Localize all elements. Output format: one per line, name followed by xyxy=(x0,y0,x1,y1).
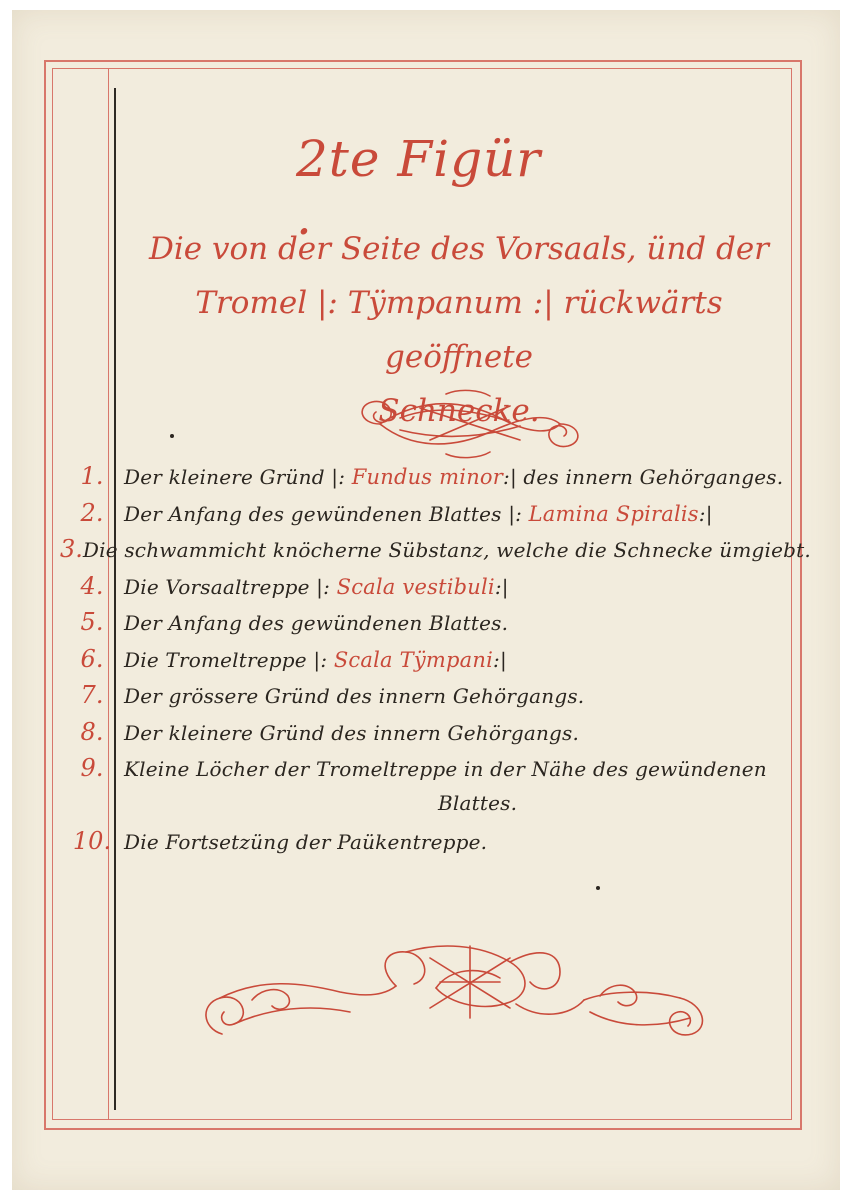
latin-term: Scala Tÿmpani xyxy=(333,647,494,672)
latin-term: Fundus minor xyxy=(351,465,503,489)
item-number: 4. xyxy=(80,571,104,600)
ink-dot xyxy=(170,434,174,438)
item-text: Die Tromeltreppe |: Scala Tÿmpani:| xyxy=(124,647,507,672)
figure-heading: 2te Figür . xyxy=(296,130,542,246)
item-number: 1. xyxy=(80,462,104,490)
item-number: 10. xyxy=(72,827,112,855)
ink-dot xyxy=(596,886,600,890)
item-text: Der kleinere Gründ des innern Gehörgangs. xyxy=(124,720,580,745)
item-text: Der Anfang des gewündenen Blattes. xyxy=(124,611,509,635)
title-line-3: Schnecke. xyxy=(378,393,540,429)
item-text: Die Vorsaaltreppe |: Scala vestibuli:| xyxy=(124,574,509,599)
upper-flourish xyxy=(350,388,590,460)
list-item xyxy=(60,608,800,645)
item-text: Der kleinere Gründ |: Fundus minor:| des innern Gehörganges. xyxy=(124,465,784,489)
item-number: 7. xyxy=(80,681,104,709)
list-item xyxy=(60,462,800,499)
item-text: Die schwammicht knöcherne Sübstanz, welche die Schnecke ümgiebt. xyxy=(82,538,811,562)
item-text: Blattes. xyxy=(438,790,518,815)
list-item xyxy=(60,499,800,536)
list-item xyxy=(60,645,800,682)
list-item xyxy=(60,754,800,791)
lower-flourish xyxy=(200,938,720,1050)
item-number: 5. xyxy=(80,608,104,636)
item-number: 9. xyxy=(80,754,104,782)
title-line-1: Die von der Seite des Vorsaals, ünd der xyxy=(149,231,769,267)
list-item xyxy=(60,535,811,572)
list-item xyxy=(60,681,800,718)
latin-term: Scala vestibuli xyxy=(336,574,495,599)
list-item xyxy=(60,827,800,864)
item-text: Die Fortsetzüng der Paükentreppe. xyxy=(124,830,488,854)
legend-list xyxy=(60,462,811,864)
list-item xyxy=(60,718,800,755)
item-text: Der grössere Gründ des innern Gehörgangs. xyxy=(124,684,585,708)
list-item-continuation xyxy=(60,791,800,828)
item-number: 8. xyxy=(80,717,104,746)
item-number: 2. xyxy=(80,498,104,527)
title-line-2: Tromel |: Tÿmpanum :| rückwärts geöffnete xyxy=(195,285,723,375)
latin-term: Lamina Spiralis xyxy=(528,501,699,526)
item-number: 6. xyxy=(80,644,104,673)
list-item xyxy=(60,572,800,609)
item-text: Kleine Löcher der Tromeltreppe in der Nähe des gewündenen xyxy=(124,757,767,781)
item-number: 3. xyxy=(60,535,83,563)
item-text: Der Anfang des gewündenen Blattes |: Lamina Spiralis:| xyxy=(124,501,713,526)
